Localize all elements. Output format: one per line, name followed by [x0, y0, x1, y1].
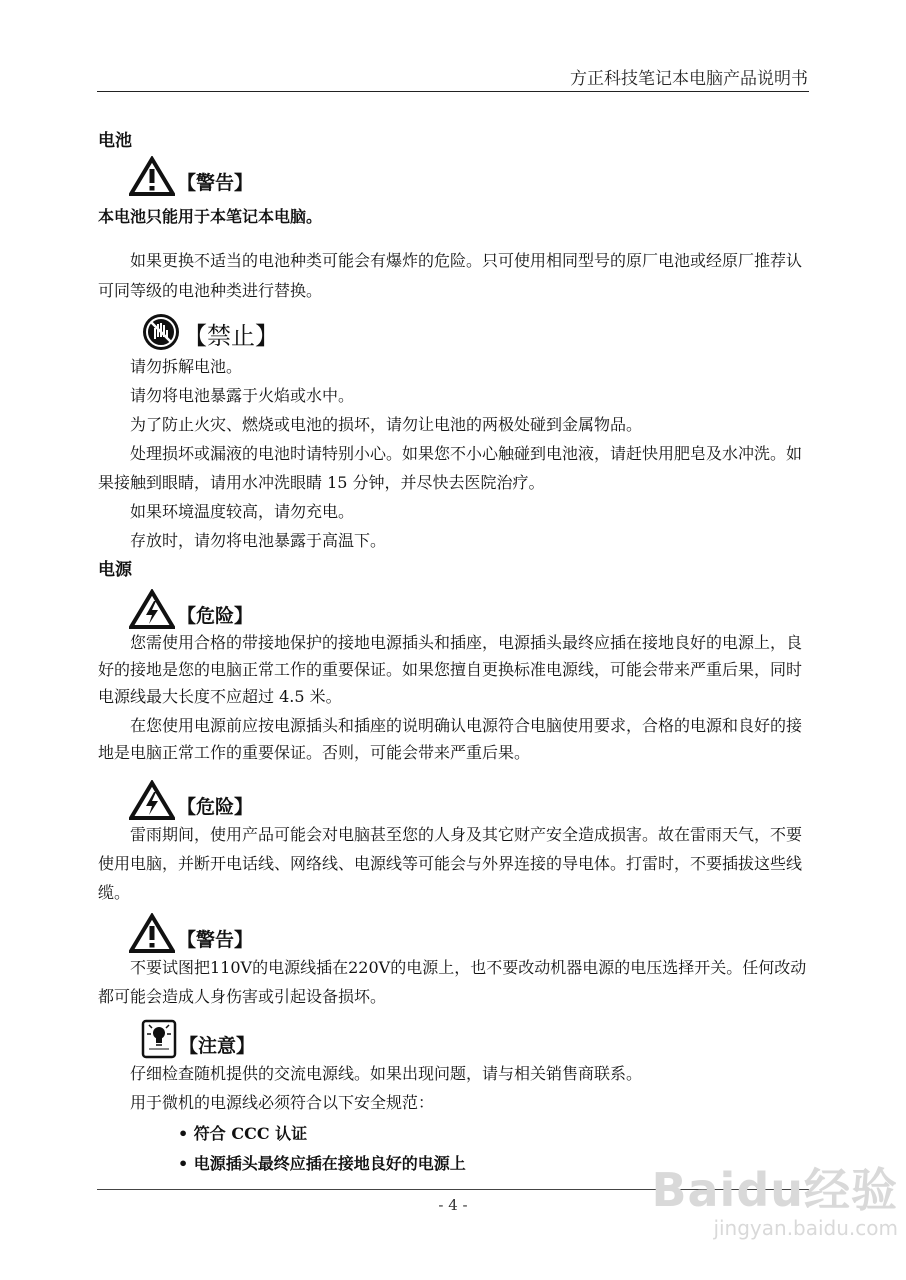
- power-danger-paragraph: 在您使用电源前应按电源插头和插座的说明确认电源符合电脑使用要求，合格的电源和良好的接地是电脑正常工作的重要保证。否则，可能会带来严重后果。: [98, 716, 803, 762]
- high-voltage-icon: [129, 589, 175, 629]
- power-note-line: 仔细检查随机提供的交流电源线。如果出现问题，请与相关销售商联系。: [130, 1064, 643, 1083]
- power-danger-paragraph-2: 雷雨期间，使用产品可能会对电脑甚至您的人身及其它财产安全造成损害。故在雷雨天气，不要使用电脑，并断开电话线、网络线、电源线等可能会与外界连接的导电体。打雷时，不要插拔这些线缆。: [98, 825, 803, 902]
- power-danger-notice-2: [129, 780, 810, 820]
- prohibit-item: 存放时，请勿将电池暴露于高温下。: [130, 531, 387, 550]
- power-note-line: 用于微机的电源线必须符合以下安全规范：: [130, 1093, 435, 1112]
- light-bulb-icon: [141, 1019, 177, 1059]
- page-number: - 4 -: [438, 1196, 468, 1214]
- bullet-item: • 符合 CCC 认证: [178, 1124, 308, 1143]
- prohibit-item: 请勿将电池暴露于火焰或水中。: [130, 386, 355, 405]
- prohibit-item: 为了防止火灾、燃烧或电池的损坏，请勿让电池的两极处碰到金属物品。: [130, 415, 643, 434]
- battery-warning-notice: [129, 156, 810, 196]
- header-rule: [97, 91, 809, 92]
- power-warning-label: 【警告】: [177, 929, 254, 951]
- battery-warning-paragraph: 如果更换不适当的电池种类可能会有爆炸的危险。只可使用相同型号的原厂电池或经原厂推荐认可同等级的电池种类进行替换。: [98, 251, 803, 300]
- page-content: [98, 126, 810, 1179]
- section-title-power: 电源: [98, 560, 132, 580]
- power-danger-label-2: 【危险】: [177, 796, 254, 818]
- battery-prohibit-list: [98, 352, 810, 555]
- power-note-notice: [141, 1019, 810, 1059]
- battery-prohibit-notice: [141, 312, 810, 352]
- section-title-battery: 电池: [98, 131, 132, 151]
- high-voltage-icon: [129, 780, 175, 820]
- watermark-logo-text: Baidu经验: [651, 1163, 898, 1217]
- power-danger-paragraph: 您需使用合格的带接地保护的接地电源插头和插座，电源插头最终应插在接地良好的电源上，良好的接地是您的电脑正常工作的重要保证。如果您擅自更换标准电源线，可能会带来严重后果，同时电源线最大长度不应超过 4.5 米。: [98, 633, 803, 706]
- power-warning-paragraph: 不要试图把110V的电源线插在220V的电源上，也不要改动机器电源的电压选择开关。任何改动都可能会造成人身伤害或引起设备损坏。: [98, 958, 807, 1006]
- watermark: [651, 1154, 898, 1240]
- warning-triangle-icon: [129, 913, 175, 953]
- power-danger-notice-1: [129, 589, 810, 629]
- prohibit-item: 处理损坏或漏液的电池时请特别小心。如果您不小心触碰到电池液，请赶快用肥皂及水冲洗。如果接触到眼睛，请用水冲洗眼睛 15 分钟，并尽快去医院治疗。: [98, 444, 803, 492]
- warning-triangle-icon: [129, 156, 175, 196]
- bullet-item: • 电源插头最终应插在接地良好的电源上: [178, 1154, 466, 1173]
- battery-warning-label: 【警告】: [177, 172, 254, 194]
- power-note-label: 【注意】: [179, 1035, 256, 1057]
- power-danger-label-1: 【危险】: [177, 605, 254, 627]
- battery-prohibit-label: 【禁止】: [183, 322, 279, 350]
- power-warning-notice: [129, 913, 810, 953]
- prohibit-item: 请勿拆解电池。: [130, 357, 243, 376]
- stop-hand-icon: [141, 312, 181, 352]
- page-header-title: 方正科技笔记本电脑产品说明书: [570, 69, 808, 89]
- watermark-url: jingyan.baidu.com: [713, 1216, 898, 1240]
- battery-warning-text: 本电池只能用于本笔记本电脑。: [98, 207, 323, 226]
- prohibit-item: 如果环境温度较高，请勿充电。: [130, 502, 355, 521]
